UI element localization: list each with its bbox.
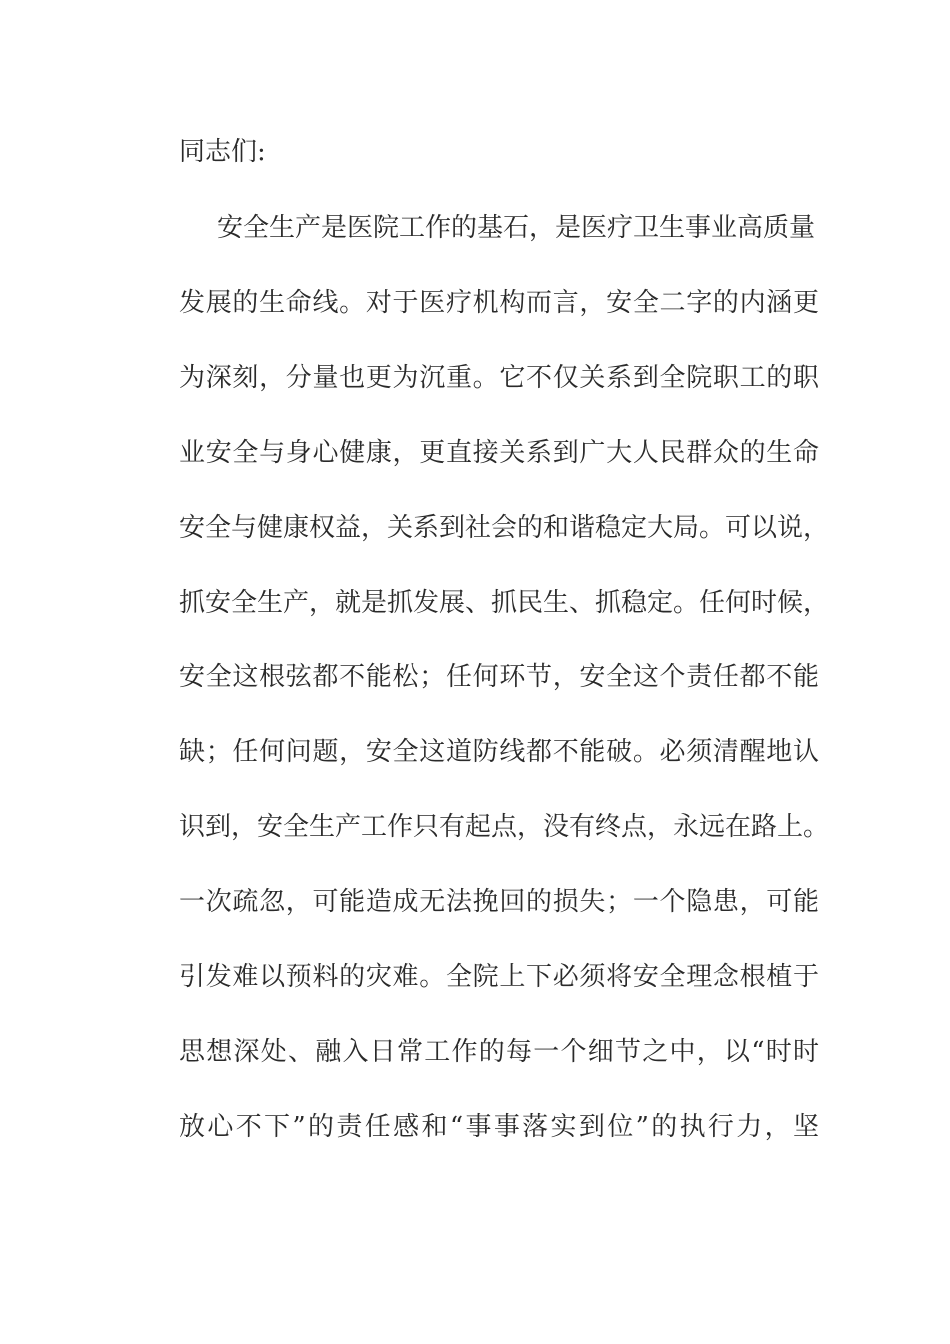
paragraph-line: 安全这根弦都不能松；任何环节，安全这个责任都不能 — [179, 662, 819, 692]
paragraph-line: 思想深处、融入日常工作的每一个细节之中，以“时时 — [179, 1037, 819, 1067]
paragraph-line: 为深刻，分量也更为沉重。它不仅关系到全院职工的职 — [179, 363, 819, 393]
paragraph-line: 业安全与身心健康，更直接关系到广大人民群众的生命 — [179, 438, 819, 468]
paragraph-line: 抓安全生产，就是抓发展、抓民生、抓稳定。任何时候， — [179, 588, 830, 618]
paragraph-line: 发展的生命线。对于医疗机构而言，安全二字的内涵更 — [179, 288, 819, 318]
paragraph-line: 识到，安全生产工作只有起点，没有终点，永远在路上。 — [179, 812, 830, 842]
paragraph-line: 缺；任何问题，安全这道防线都不能破。必须清醒地认 — [179, 737, 819, 767]
paragraph-line: 一次疏忽，可能造成无法挽回的损失；一个隐患，可能 — [179, 887, 819, 917]
paragraph-line: 安全生产是医院工作的基石，是医疗卫生事业高质量 — [217, 213, 816, 243]
paragraph-line: 引发难以预料的灾难。全院上下必须将安全理念根植于 — [179, 962, 819, 992]
salutation: 同志们: — [179, 137, 266, 167]
paragraph-line: 安全与健康权益，关系到社会的和谐稳定大局。可以说， — [179, 513, 830, 543]
paragraph-line: 放心不下”的责任感和“事事落实到位”的执行力，坚 — [179, 1112, 819, 1142]
